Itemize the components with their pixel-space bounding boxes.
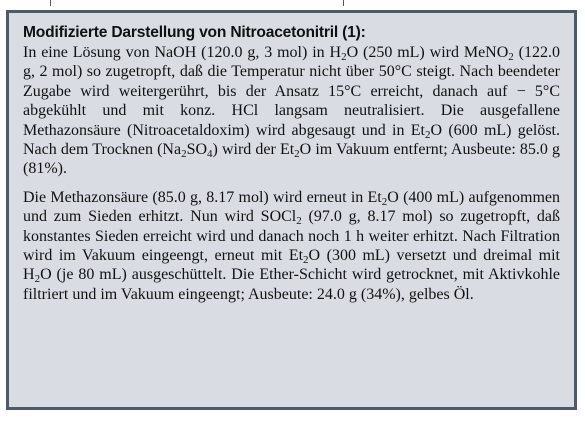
- text-run: ) wird der Et: [212, 141, 295, 159]
- procedure-heading: Modifizierte Darstellung von Nitroacetonitril (1):: [23, 24, 366, 41]
- text-run: (122.0 g, 2 mol) so zugetropft, daß die Temperatur nicht über 50°C steigt. Nach beendeter Zugabe wird weitergerührt, bis der Ansatz 15°C erreicht, danach auf − 5°C abgekühlt und mit konz. HCl langsam neutralisiert. Die ausgefallene Methazonsäure (Nitroacetaldoxim) wird abgesaugt und in Et: [23, 44, 561, 139]
- subscript: 2: [508, 51, 514, 63]
- text-run: O (400 mL) aufgenommen und zum Sieden erhitzt. Nun wird SOCl: [23, 188, 560, 226]
- subscript: 2: [341, 51, 347, 63]
- text-run: SO: [186, 141, 208, 159]
- text-run: O (250 mL) wird MeNO: [346, 44, 509, 61]
- procedure-box: [6, 10, 577, 410]
- procedure-paragraph-1: [23, 43, 560, 179]
- text-run: (97.0 g, 8.17 mol) so zugetropft, daß konstantes Sieden erreicht wird und danach noch 1 h weiter erhitzt. Nach Filtration wird im Vakuum eingeengt, erneut mit Et: [23, 208, 561, 265]
- subscript: 2: [381, 195, 388, 208]
- subscript: 2: [425, 128, 431, 141]
- text-run: O (je 80 mL) ausgeschüttelt. Die Ether-Schicht wird getrocknet, mit Aktivkohle filtriert und im Vakuum eingeengt; Ausbeute: 24.0 g (34%), gelbes Öl.: [23, 266, 560, 303]
- procedure-paragraph-2: [23, 188, 560, 304]
- subscript: 2: [296, 215, 302, 228]
- subscript: 2: [294, 148, 300, 161]
- table-rule-right: [343, 0, 344, 6]
- subscript: 2: [303, 254, 309, 267]
- text-run: O (600 mL) gelöst. Nach dem Trocknen (Na: [23, 121, 560, 159]
- text-run: Die Methazonsäure (85.0 g, 8.17 mol) wird erneut in Et: [23, 188, 382, 206]
- subscript: 2: [181, 148, 187, 161]
- text-run: In eine Lösung von NaOH (120.0 g, 3 mol) in H: [23, 44, 342, 61]
- text-run: O (300 mL) versetzt und dreimal mit H: [23, 247, 560, 284]
- text-run: O im Vakuum entfernt; Ausbeute: 85.0 g (81%).: [23, 141, 560, 178]
- table-rule-left: [50, 0, 51, 6]
- subscript: 2: [34, 273, 41, 286]
- subscript: 4: [207, 148, 213, 161]
